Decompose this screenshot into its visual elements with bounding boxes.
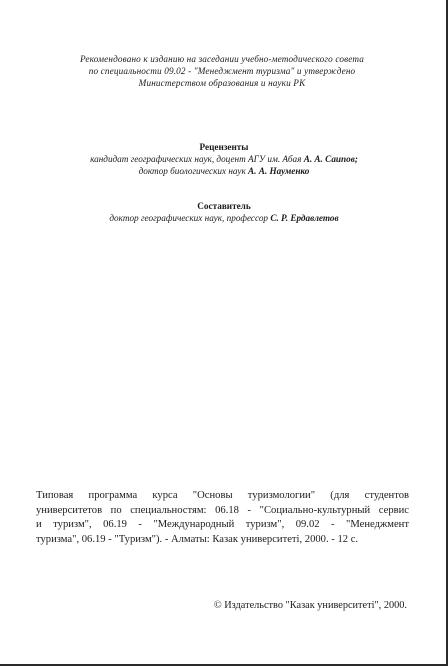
recommendation-note [0, 53, 448, 89]
compiler-entry [0, 212, 448, 224]
reviewer-credentials: доктор биологических наук [138, 166, 249, 176]
reviewer-name: А. А. Саипов; [303, 154, 358, 164]
reviewer-entry [0, 165, 448, 177]
copyright-notice: © Издательство "Казак университетi", 2000. [213, 600, 407, 611]
reviewers-heading: Рецензенты [199, 142, 249, 152]
description-line: Типовая программа курса "Основы туризмологии" (для студентов [36, 490, 409, 501]
recommendation-line: Министерством образования и науки РК [138, 78, 306, 88]
reviewer-entry [0, 153, 448, 165]
bibliographic-description [36, 489, 409, 547]
recommendation-line: по специальности 09.02 - "Менеджмент туризма" и утверждено [88, 66, 356, 76]
description-line: и туризм", 06.19 - "Международный туризм", 09.02 - "Менеджмент [36, 519, 409, 530]
reviewer-name: А. А. Науменко [248, 166, 310, 176]
compiler-name: С. Р. Ердавлетов [270, 213, 339, 223]
compiler-heading: Составитель [197, 201, 251, 211]
reviewer-credentials: кандидат географических наук, доцент АГУ им. Абая [90, 154, 304, 164]
recommendation-line: Рекомендовано к изданию на заседании учебно-методического совета [80, 54, 364, 64]
compiler-section [0, 200, 448, 224]
description-line: университетов по специальностям: 06.18 - "Социально-культурный сервис [36, 504, 409, 516]
compiler-credentials: доктор географических наук, профессор [109, 213, 271, 223]
description-line: туризма", 06.19 - "Туризм"). - Алматы: Казак университетi, 2000. - 12 с. [36, 533, 359, 545]
reviewers-section [0, 141, 448, 177]
